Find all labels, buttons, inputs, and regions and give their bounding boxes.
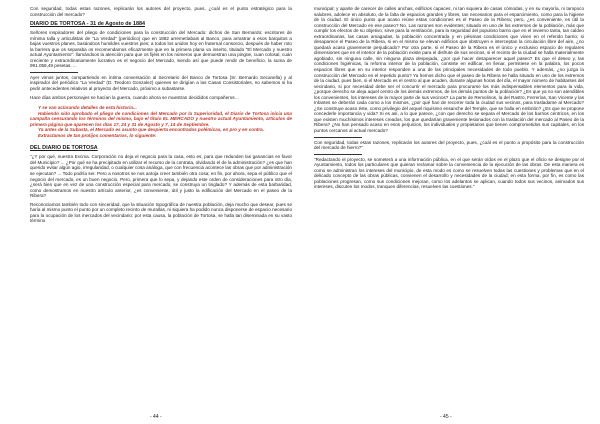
page-number-right: - 45 -: [440, 414, 452, 420]
right-page: [300, 0, 600, 424]
editorial-line: Ya antes de la Subasta, el Mercado es asunto que despierta encontradas polémicas, en pro y en contra.: [38, 127, 265, 133]
paragraph: municipal; y aparte de carecer de calles anchas, edificios capaces, ni tan siquiera de casas cómodas, y en su mayoría, ni tampoco salubres, adolece en absoluto, de la falta de espacios grandes y libres, tan necesarios para el esparcimiento, como para la higiene de la ciudad. El único punto que acaso reúne estas condiciones es el Paseo de la Ribera; pero, ¿es conveniente, es útil la construcción del Mercado en ese paseo? No. Las razones son evidentes; situado en uno de los extremos de la población, más que cumplir los efectos de su objetivo, sirve para la ventilación, para la seguridad del populoso barrio que en el invierno tanta, tan caldeo extraordinarias, las casas amagadas, la población concentrada y en pésimas condiciones que viven en el referido barrio; si desaparece el Paseo de la Ribera, si en el mismo se elevan edificios que obstruyen e interceptan la circulación libre del aire, ¿no quedará acaso gravemente perjudicado? Por otra parte, si el Paseo de la Ribera es el único y exclusivo espacio de regulares dimensiones que en el interior de la población existe para el disfrute de sus vecinos, si el recinto de la ciudad se halla materialmente agobiado, sin ninguna calle, sin ninguna plaza despejada, ¿por qué hacer desaparecer aquel paseo? Es que el deseo y, las condiciones higiénicas, la reforma interior de la población, consiste en edificar, en llenar, permitiese en la palabra, los pocos espacios libres que en su interior responden a una de las principales necesidades de todo pueblo. Y además, ¿no juzga la construcción del Mercado en el repetido punto? Ya hemos dicho que el paseo de la Ribera se halla situado en uno de los extremos de la ciudad, pues bien, si el Mercado es el centro al que acuden, durante algunas horas del día, el mayor número de habitantes del vecindario, si por necesidad debe ser el concurrir el mercado para procurarse los más indispensables elementos para la vida, ¿porque derecho se aleja aquel centro de los demás extremos, de los demás puntos de la población? ¿Es que ya no son atendibles los convenientes, los intereses de la mayor parte de sus vecinos? La parte de Remolinos, la del Rastro, Ferrerías, San Vicente y las Infantes se deberán cada como a los mismos, ¿por qué han de recorrer toda la ciudad sus vecinos, para trasladarse al Mercado? ¿Se construye acaso éste, como privilegio del arquel riquísimo ensanche del Temple, que se halla en embrión? ¿Es que se propone concederle importancia y vida? Si es así, a lo que parece, ¿con que derecho se separa el Mercado de los barrios céntricos, en los que existen muchísimos intereses creados, los que quedarían gravemente lesionados con la traslación del mercado al Paseo de la Ribera? ¿No han pensado acaso en esos perjuicios, los individuales y propietarios que tienen comprometidos sus capitales, en los puntos cercanos al actual mercado?: [314, 6, 584, 134]
right-page-text: [314, 6, 584, 412]
divider: [314, 154, 362, 155]
left-page-text: [30, 6, 292, 412]
paragraph: Ayer vimos juntos, compartiendo en íntima conversación al Secretario del Banco de Tortosa (Sr. Bernardo Secanella) y al inspirador del periódico "La Verdad" (D. Teodoro Gonzalez) quienes se dirigían a las Casas Consistoriales, no sabemos si ha pedir antecedentes relativos al proyecto del Mercado, próximo a subastarse.: [30, 74, 292, 92]
editorial-line: Habiendo sido aprobado el pliego de condiciones del Mercado por la Superioridad, el Diario de Tortosa inicia una campaña censurando los términos del mismo, bajo el título EL MERCADO y nuestro actual Ayuntamiento, artículos de primera página que aparecen los días 17, 24 y 31 de Agosto y 7, 14 de Septiembre.: [30, 110, 292, 127]
section-heading-diario-1884: DIARIO DE TORTOSA - 31 de Agosto de 1884: [30, 21, 146, 28]
divider: [314, 137, 362, 138]
editorial-note: [30, 105, 292, 138]
divider: [30, 72, 78, 73]
paragraph: Con seguridad, todas estas razones, replicarán los autores del proyecto, pues, ¿cuál es el punto a propósito para la construcción del mercado de hierro?": [314, 139, 584, 151]
paragraph: "Redactando el proyecto, se someterá a una información pública, en el que serán oídos en el plazo que el oficio se designe por el Ayuntamiento, todos los particulares que quieran reclamar sobre la conveniencia de la ejecución de las obras. De esta manera es como se administran los intereses del municipio, de esta modo es como se resuelven todas las cuestiones y problemas que en el delicado concepto de las obras públicas, convienen el desarrollo y necesidades de la ciudad; en esta forma, por fin, es como las poblaciones progresan, como sus condiciones mejoran, como los adelantos se aplican, cuando todos sus vecinos, animados sus intereses, discuten los modos, tranquen diferencias, resuelven las cuestiones.": [314, 156, 584, 190]
intro-paragraph: Con seguridad, todas estas razones, replicarán los autores del proyecto, pues, ¿cuál es el punto estratégico para la construcción del mercado?: [30, 6, 292, 17]
paragraph: "¿Y por qué, nuestra Excma. Corporación no deja el negocio para la casa, esto es, para que redunden las ganancias en favor del Municipio? ... ¿Por qué se ha precipitado en utilizar el recurso de la contrata, olvidando el de la administración? ¿es que han querido evitar algún agio, irregularidad, o cualquier cosa análoga, que con frecuencia acontece las obras que por administración se ejecutan? ... Todo podría ser. Pero a nosotros se nos antoja creer también otra cosa; en fin, por ahora, sepa el público que el negocio del mercado, es un buen negocio. Pero, primera que lo sepa, y dejando este orden de consideraciones para otro día, ¿será bien que en vez de una construcción especial para mercado, se construya un tinglado? Y además de esta barbaridad, como demostramos en nuestro artículo anterior, ¿es conveniente, útil y justo la edificación del Mercado en el paseo de la Ribera?: [30, 154, 292, 199]
section-heading-del-diario: DEL DIARIO DE TORTOSA: [30, 145, 98, 152]
paragraph: Reconociamos también todo con sinceridad, que la situación topográfica de nuestra población, deja mucho que desear, pues se haría al mismo punto el punto por un completo recinto de murallas, ni siquiera ha podido nunca disponerse de espacio necesario para la ocupación de los mercados del vecindario: por esta causa, la población de Tortosa, se halla tan diseminada en su vasto término: [30, 201, 292, 224]
page-number-left: - 44 -: [150, 414, 162, 420]
paragraph: Hace días ambos personajes se hacían la guerra, cuando ahora se muestran decididos compañeros…: [30, 94, 240, 100]
editorial-line: Y se van aclarando detalles de esta historia...: [38, 105, 137, 111]
editorial-line: Extractamos de tan prolijos comentarios, lo siguiente:: [38, 132, 157, 138]
paragraph: Señores inspiradores del pliego de condiciones para la construcción del Mercado: dichos de San Bernardo: escritores de mínima talla y articulistas de "La Verdad" (periódico) que en 1882 arremetíabais al Banco, para arrastrar a esos barquitos a bajas vuestros planes, basándoos humildes vuestros pies; a todos los unidos hoy en fraternal consorcio, después de haber roto la barrera que os separaba os recomendamos eficazmente que en la primera plana va inserto, titulado "El Mercado y nuestro actual Ayuntamiento": llamándoos la atención para que os fijéis en los números que demuestran una pingüe, cuan colosal, cuán creciente y extraordinariamente lucrativo es el negocio del Mercado, siendo así que puede rendir de beneficio, la suma de 991.058,49 pesetas. ...: [30, 30, 292, 69]
